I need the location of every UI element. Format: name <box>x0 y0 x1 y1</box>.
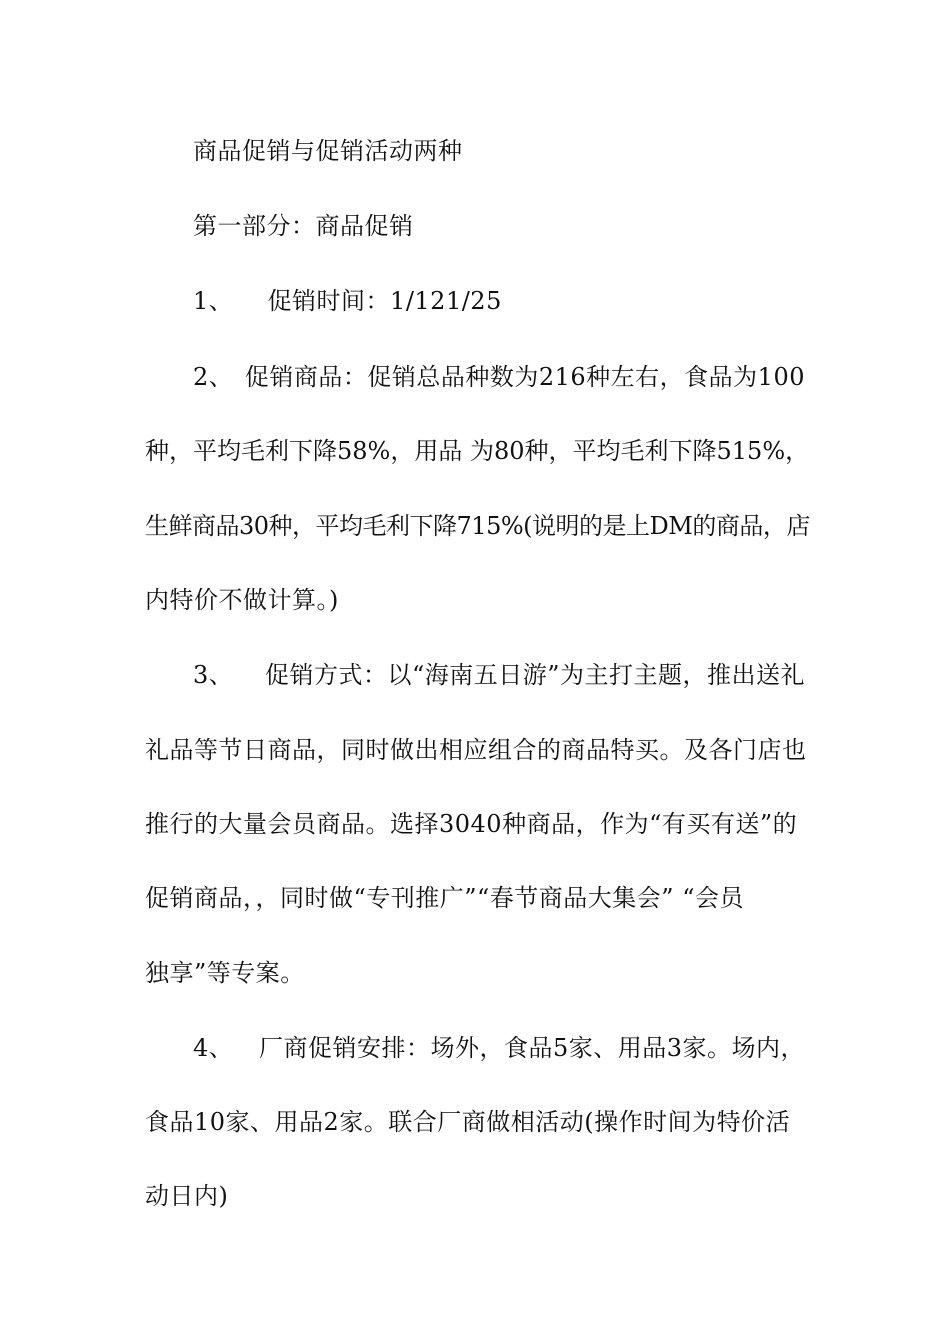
item-3-number: 3、 <box>193 661 234 689</box>
item-4-number: 4、 <box>193 1034 234 1062</box>
item-2-line-3: 生鲜商品30种，平均毛利下降715%(说明的是上DM的商品，店 <box>145 512 810 540</box>
intro-line: 商品促销与促销活动两种 <box>193 137 463 165</box>
item-2-line-4: 内特价不做计算。) <box>145 586 339 614</box>
item-3-text-1: 促销方式：以“海南五日游”为主打主题，推出送礼 <box>264 661 805 689</box>
item-2-line-2: 种，平均毛利下降58%，用品 为80种，平均毛利下降515%， <box>145 437 810 465</box>
item-2-text-1: 促销商品：促销总品种数为216种左右，食品为100 <box>244 363 805 391</box>
item-1 <box>193 286 502 316</box>
item-1-text: 促销时间：1/121/25 <box>267 287 502 315</box>
item-4-line-3: 动日内) <box>145 1182 229 1210</box>
item-1-number: 1、 <box>193 287 234 315</box>
item-2-line-1 <box>193 362 805 392</box>
item-3-line-3: 推行的大量会员商品。选择3040种商品，作为“有买有送”的 <box>145 810 798 838</box>
part-heading: 第一部分：商品促销 <box>193 212 414 240</box>
item-3-line-4: 促销商品，，同时做“专刊推广”“春节商品大集会” “会员 <box>145 884 744 912</box>
item-4-text-1: 厂商促销安排：场外，食品5家、用品3家。场内， <box>258 1034 805 1062</box>
item-3-line-1 <box>193 660 805 690</box>
item-3-line-5: 独享”等专案。 <box>145 959 305 987</box>
item-3-line-2: 礼品等节日商品，同时做出相应组合的商品特买。及各门店也 <box>145 736 807 764</box>
item-2-number: 2、 <box>193 363 234 391</box>
item-4-line-1 <box>193 1033 805 1063</box>
item-4-line-2: 食品10家、用品2家。联合厂商做相活动(操作时间为特价活 <box>145 1108 791 1136</box>
